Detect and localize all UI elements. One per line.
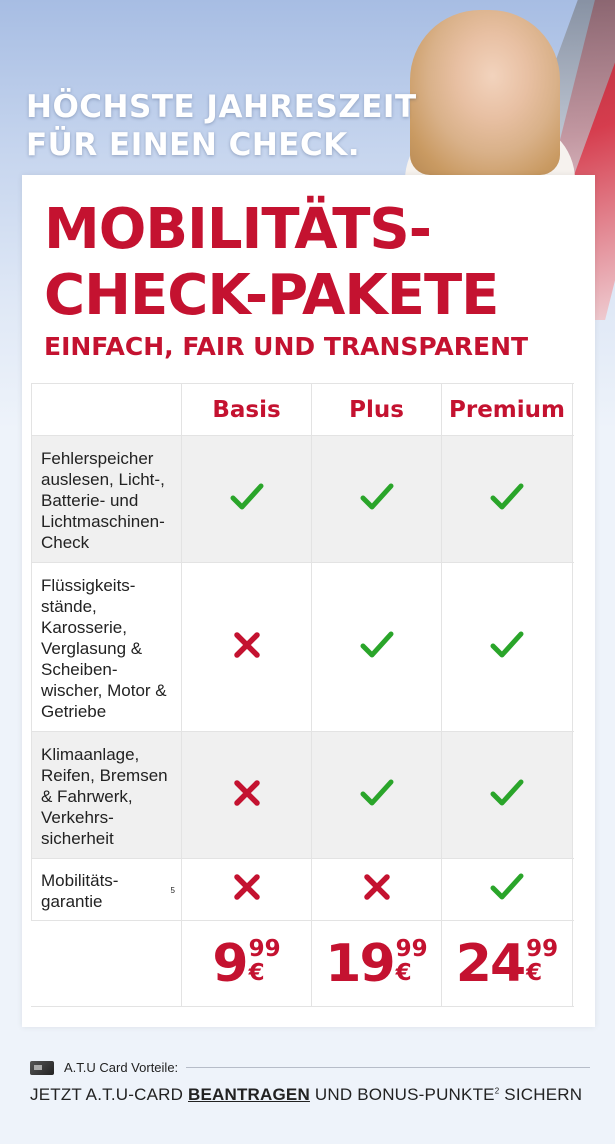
cell-plus [312,563,442,731]
atu-card-label-text: A.T.U Card Vorteile: [64,1060,179,1075]
headline [44,197,498,329]
hero-title-line2: FÜR EINEN CHECK. [26,127,360,163]
checkmark-icon [360,778,394,813]
checkmark-icon [490,778,524,813]
cta-footnote: 2 [494,1086,500,1096]
table-body [31,436,574,921]
cross-icon [233,779,261,812]
cta-text-after: SICHERN [499,1085,583,1104]
atu-card-icon [30,1061,54,1075]
price-row [31,921,574,1007]
table-header-empty [31,384,182,435]
cell-premium [442,436,573,562]
cross-icon [233,873,261,906]
price-cents: 99 [395,935,428,962]
checkmark-icon [490,630,524,665]
feature-label: Klimaanlage, Reifen, Bremsen & Fahrwerk, Verkehrs-sicherheit [41,744,168,848]
feature-cell [31,563,182,731]
checkmark-icon [360,630,394,665]
price-premium [442,921,573,1006]
price-main: 19 [325,933,394,994]
table-row [31,436,574,563]
cell-plus [312,732,442,858]
hero-title-line1: HÖCHSTE JAHRESZEIT [26,89,417,125]
cta-text-before: JETZT A.T.U-CARD [30,1085,188,1104]
cell-premium [442,732,573,858]
package-card [22,175,595,1027]
table-row [31,732,574,859]
column-header-premium: Premium [442,384,573,435]
table-header-row [31,383,574,436]
cell-basis [182,732,312,858]
column-header-basis: Basis [182,384,312,435]
table-row [31,563,574,732]
cell-basis [182,436,312,562]
price-currency: € [248,959,265,986]
checkmark-icon [490,872,524,907]
feature-cell [31,859,182,920]
apply-card-link[interactable]: BEANTRAGEN [188,1085,310,1104]
atu-card-label [30,1060,590,1075]
atu-card-cta [30,1085,582,1105]
table-row [31,859,574,921]
headline-line1: MOBILITÄTS- [44,197,431,262]
cross-icon [363,873,391,906]
feature-label: Flüssigkeits-stände, Karosserie, Verglasung & Scheiben-wischer, Motor & Getriebe [41,575,167,721]
woman-photo [410,10,560,175]
feature-label: Fehlerspeicher auslesen, Licht-, Batterie- und Lichtmaschinen-Check [41,448,165,552]
hero-title [26,88,417,164]
price-cents: 99 [526,935,559,962]
cell-plus [312,859,442,920]
cell-basis [182,859,312,920]
price-main: 24 [455,933,525,994]
cta-text-middle: UND BONUS-PUNKTE [309,1085,495,1104]
cross-icon [233,631,261,664]
checkmark-icon [490,482,524,517]
checkmark-icon [360,482,394,517]
price-currency: € [526,959,543,986]
price-plus [312,921,442,1006]
price-basis [182,921,312,1006]
checkmark-icon [230,482,264,517]
comparison-table [31,383,574,1007]
feature-cell [31,436,182,562]
headline-line2: CHECK-PAKETE [44,263,499,328]
feature-cell [31,732,182,858]
feature-label: Mobilitäts-garantie [41,870,119,911]
divider [186,1067,590,1068]
price-currency: € [395,959,412,986]
feature-footnote: 5 [170,886,175,895]
column-header-plus: Plus [312,384,442,435]
price-main: 9 [212,933,247,994]
cell-premium [442,563,573,731]
cell-basis [182,563,312,731]
price-row-empty [31,921,182,1006]
headline-subtitle: EINFACH, FAIR UND TRANSPARENT [44,332,529,361]
price-cents: 99 [248,935,281,962]
cell-plus [312,436,442,562]
cell-premium [442,859,573,920]
